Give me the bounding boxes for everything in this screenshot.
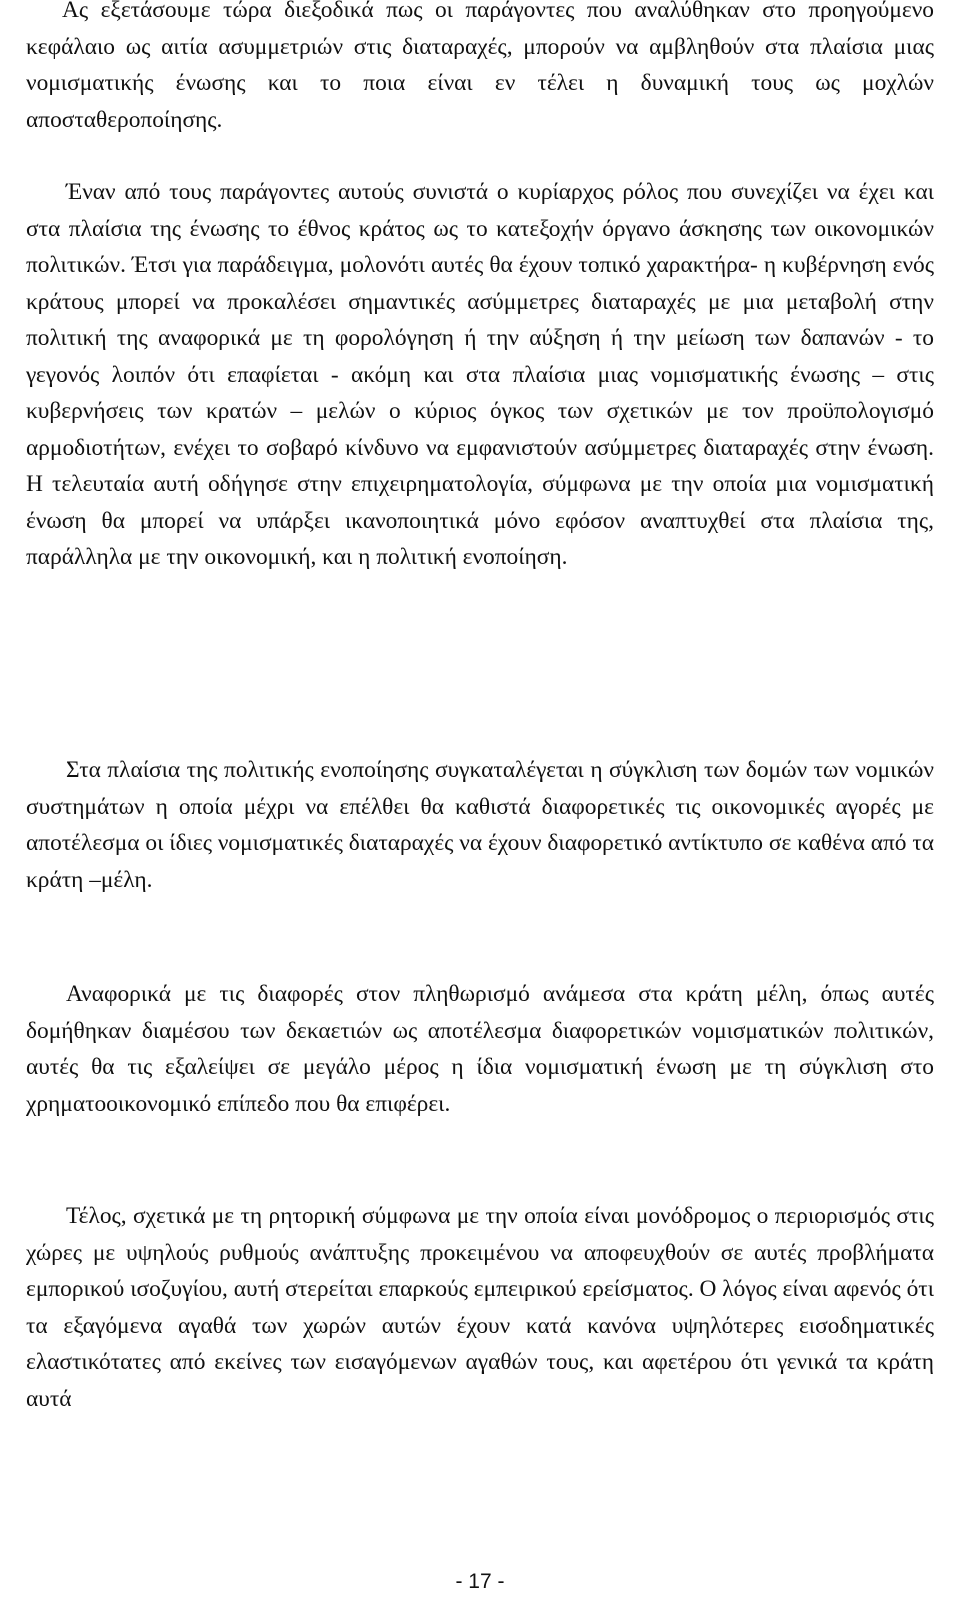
paragraph-nation-state: Έναν από τους παράγοντες αυτούς συνιστά ο κυρίαρχος ρόλος που συνεχίζει να έχει και στα πλαίσια της ένωσης το έθνος κράτος ως το κατεξοχήν όργανο άσκησης των οικονομικών πολιτικών. Έτσι για παράδειγμα, μολονότι αυτές θα έχουν τοπικό χαρακτήρα- η κυβέρνηση ενός κράτους μπορεί να προκαλέσει σημαντικές ασύμμετρες διαταραχές με μια μεταβολή στην πολιτική της αναφορικά με τη φορολόγηση ή την αύξηση ή την μείωση των δαπανών - το γεγονός λοιπόν ότι επαφίεται - ακόμη και στα πλαίσια μιας νομισματικής ένωσης – στις κυβερνήσεις των κρατών – μελών ο κύριος όγκος των σχετικών με τον προϋπολογισμό αρμοδιοτήτων, ενέχει το σοβαρό κίνδυνο να εμφανιστούν ασύμμετρες διαταραχές στην ένωση. Η τελευταία αυτή οδήγησε στην επιχειρηματολογία, σύμφωνα με την οποία μια νομισματική ένωση θα μπορεί να υπάρξει ικανοποιητικά μόνο εφόσον αναπτυχθεί στα πλαίσια της, παράλληλα με την οικονομική, και η πολιτική ενοποίηση. <box>26 179 934 570</box>
paragraph-legal-convergence: Στα πλαίσια της πολιτικής ενοποίησης συγκαταλέγεται η σύγκλιση των δομών των νομικών συστημάτων η οποία μέχρι να επέλθει θα καθιστά διαφορετικές τις οικονομικές αγορές με αποτέλεσμα οι ίδιες νομισματικές διαταραχές να έχουν διαφορετικό αντίκτυπο σε καθένα από τα κράτη –μέλη. <box>26 757 934 893</box>
paragraph-intro: Ας εξετάσουμε τώρα διεξοδικά πως οι παράγοντες που αναλύθηκαν στο προηγούμενο κεφάλαιο ως αιτία ασυμμετριών στις διαταραχές, μπορούν να αμβληθούν στα πλαίσια μιας νομισματικής ένωσης και το ποια είναι εν τέλει η δυναμική τους ως μοχλών αποσταθεροποίησης. <box>26 0 934 133</box>
paragraph-trade-balance: Τέλος, σχετικά με τη ρητορική σύμφωνα με την οποία είναι μονόδρομος ο περιορισμός στις χώρες με υψηλούς ρυθμούς ανάπτυξης προκειμένου να αποφευχθούν σε αυτές προβλήματα εμπορικού ισοζυγίου, αυτή στερείται επαρκούς εμπειρικού ερείσματος. Ο λόγος είναι αφενός ότι τα εξαγόμενα αγαθά των χωρών αυτών έχουν κατά κανόνα υψηλότερες εισοδηματικές ελαστικότατες από εκείνες των εισαγόμενων αγαθών τους, και αφετέρου ότι γενικά τα κράτη αυτά <box>26 1203 934 1412</box>
paragraph-inflation: Αναφορικά με τις διαφορές στον πληθωρισμό ανάμεσα στα κράτη μέλη, όπως αυτές δομήθηκαν διαμέσου των δεκαετιών ως αποτέλεσμα διαφορετικών νομισματικών πολιτικών, αυτές θα τις εξαλείψει σε μεγάλο μέρος η ίδια νομισματική ένωση με τη σύγκλιση στο χρηματοοικονομικό επίπεδο που θα επιφέρει. <box>26 981 934 1117</box>
page-number: - 17 - <box>455 1570 505 1593</box>
document-page <box>26 0 934 1604</box>
